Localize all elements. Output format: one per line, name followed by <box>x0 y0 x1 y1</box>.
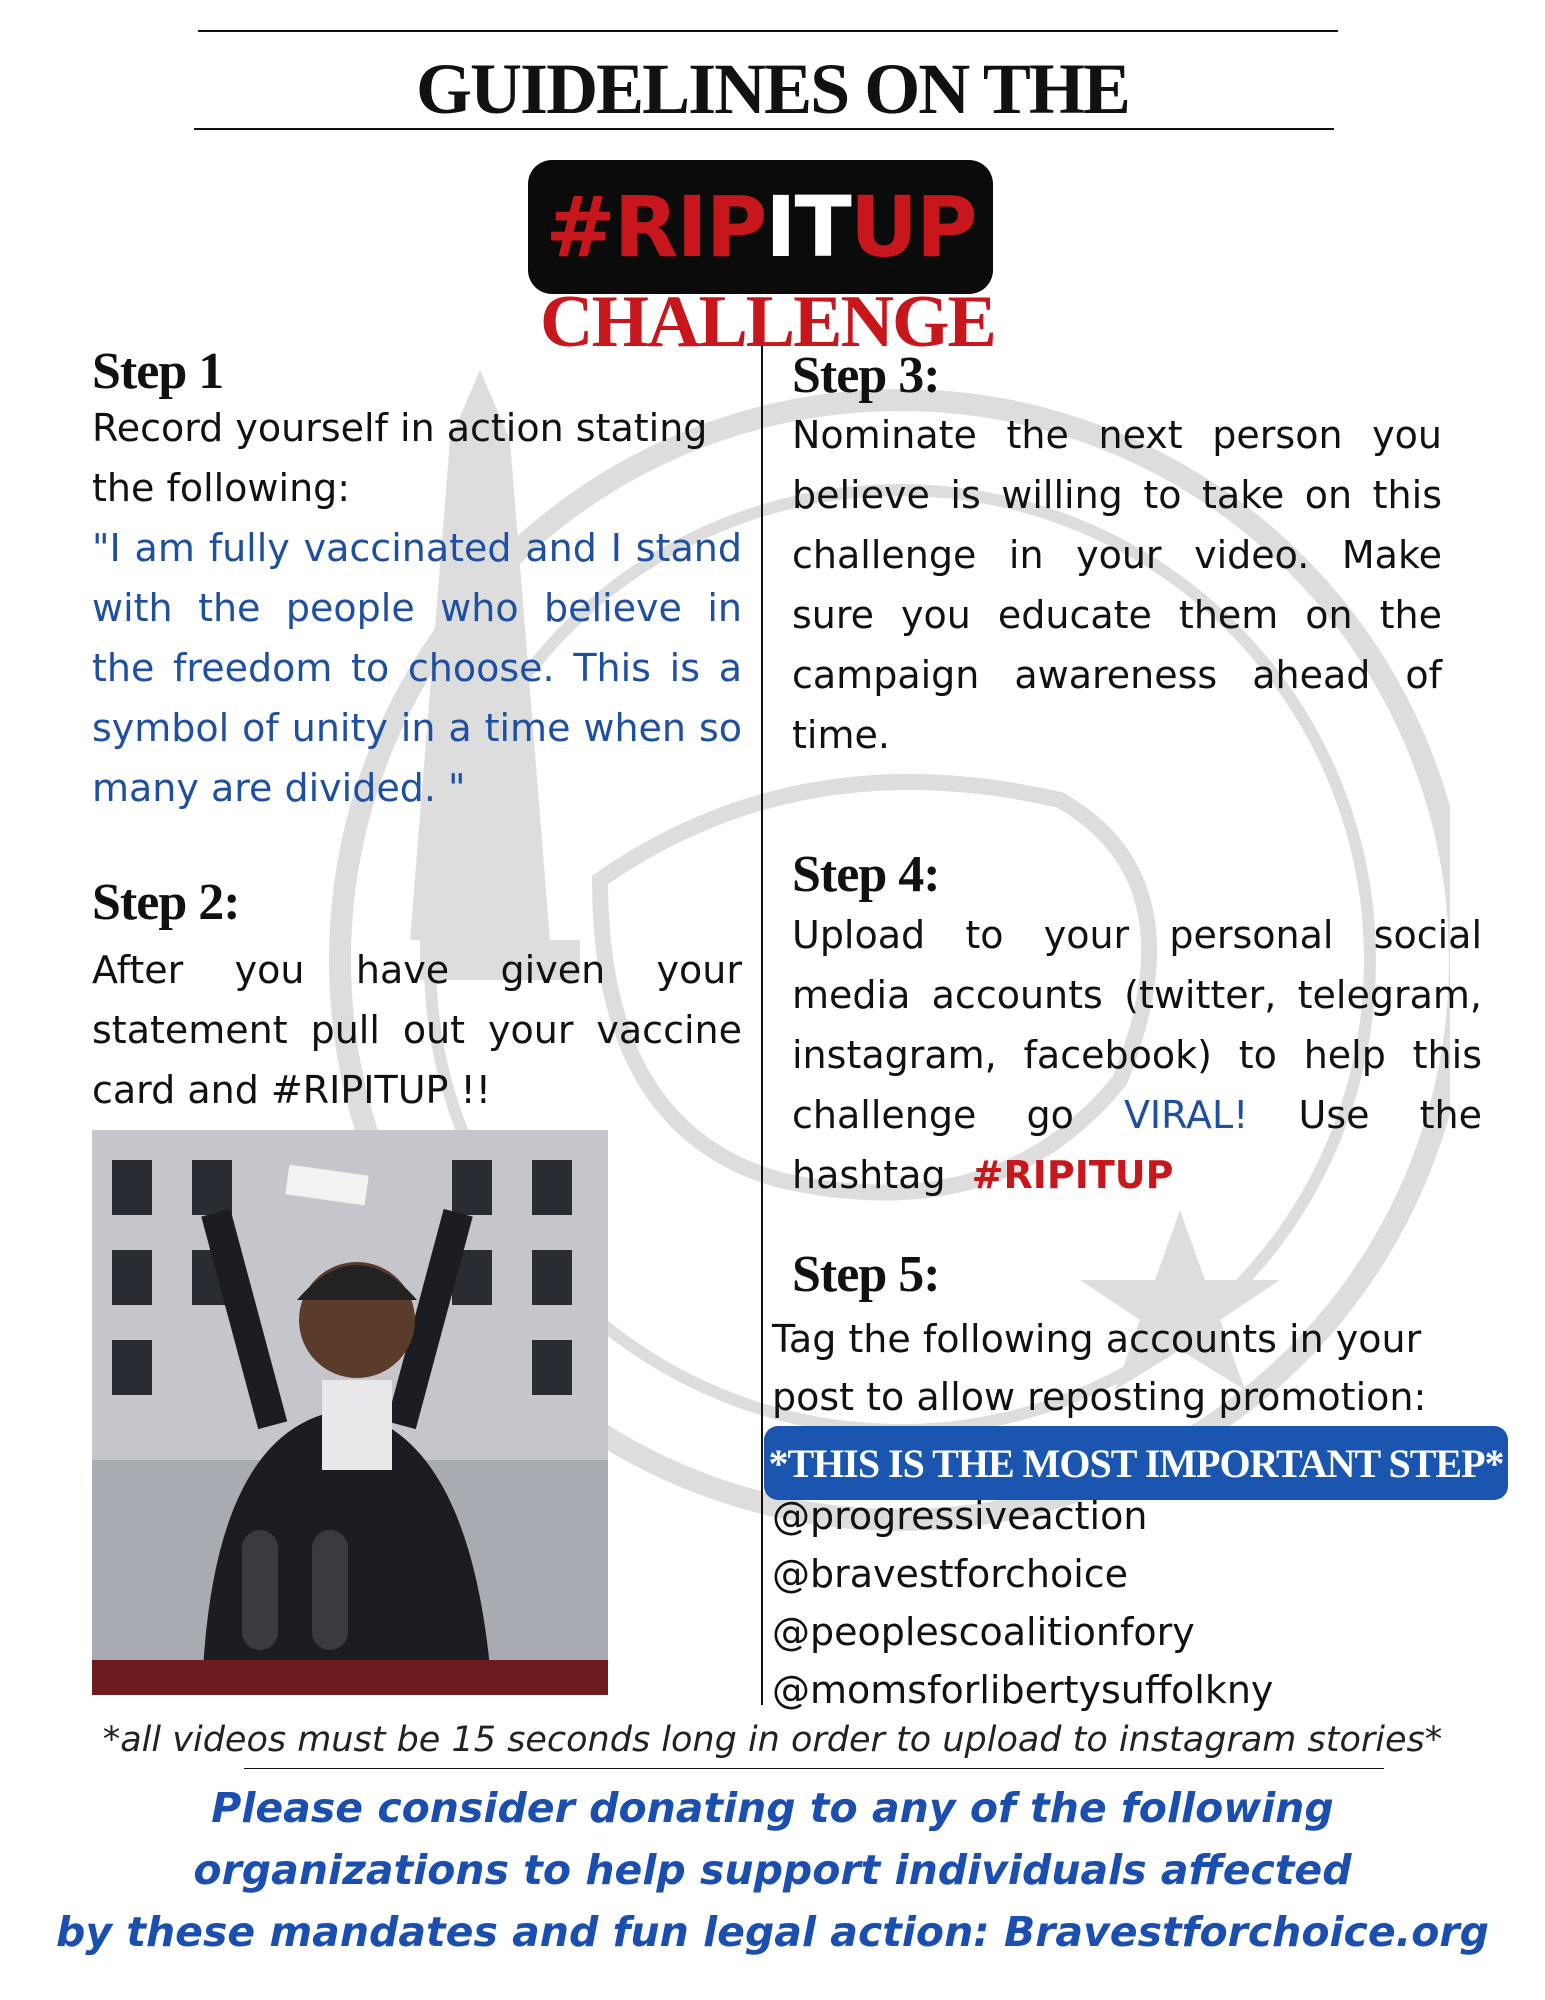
step5-heading: Step 5: <box>792 1246 940 1303</box>
step1-quote: "I am fully vaccinated and I stand with the people who believe in the freedom to choose. This is a symbol of unity in a time when so many are divided. " <box>92 526 742 810</box>
donate-line-1: Please consider donating to any of the following <box>211 1784 1334 1832</box>
handle-progressiveaction: @progressiveaction <box>772 1494 1148 1538</box>
donate-line-3: by these mandates and fun legal action: Bravestforchoice.org <box>56 1908 1489 1956</box>
column-divider <box>761 345 763 1705</box>
hashtag-it: IT <box>765 178 850 276</box>
protest-photo <box>92 1130 608 1695</box>
step2-heading: Step 2: <box>92 874 240 931</box>
step4-viral: VIRAL! <box>1123 1093 1249 1137</box>
page-title: GUIDELINES ON THE <box>416 49 1129 129</box>
challenge-heading: CHALLENGE <box>540 281 995 363</box>
hashtag-up: UP <box>849 178 976 276</box>
footnote-underline <box>244 1768 1384 1769</box>
video-length-note: *all videos must be 15 seconds long in order to upload to instagram stories* <box>102 1720 1443 1760</box>
step5-body: Tag the following accounts in your post to allow reposting promotion: <box>772 1317 1427 1419</box>
step3-heading: Step 3: <box>792 347 940 404</box>
step4-hashtag: #RIPITUP <box>971 1153 1174 1197</box>
step3-body: Nominate the next person you believe is willing to take on this challenge in your video. Make sure you educate them on the campaign awareness ahead of time. <box>792 413 1442 757</box>
step2-body: After you have given your statement pull out your vaccine card and #RIPITUP !! <box>92 948 742 1112</box>
important-step-badge: *THIS IS THE MOST IMPORTANT STEP* <box>764 1426 1508 1500</box>
step4-heading: Step 4: <box>792 846 940 903</box>
handle-momsforlibertysuffolkny: @momsforlibertysuffolkny <box>772 1668 1274 1712</box>
handle-peoplescoalitionfory: @peoplescoalitionfory <box>772 1610 1195 1654</box>
top-rule <box>198 30 1338 32</box>
donate-line-2: organizations to help support individuals affected <box>193 1846 1352 1894</box>
step4-text-a: Upload to your personal social media accounts (twitter, telegram, instagram, facebook) to help this challenge go <box>792 913 1482 1137</box>
step1-intro: Record yourself in action stating the following: <box>92 406 708 510</box>
step4-text-b: Use the hashtag <box>792 1093 1482 1197</box>
step4-body <box>792 905 1482 1205</box>
hashtag-rip: #RIP <box>545 178 766 276</box>
step1-heading: Step 1 <box>92 343 224 400</box>
hashtag-banner <box>528 160 993 294</box>
handle-bravestforchoice: @bravestforchoice <box>772 1552 1129 1596</box>
